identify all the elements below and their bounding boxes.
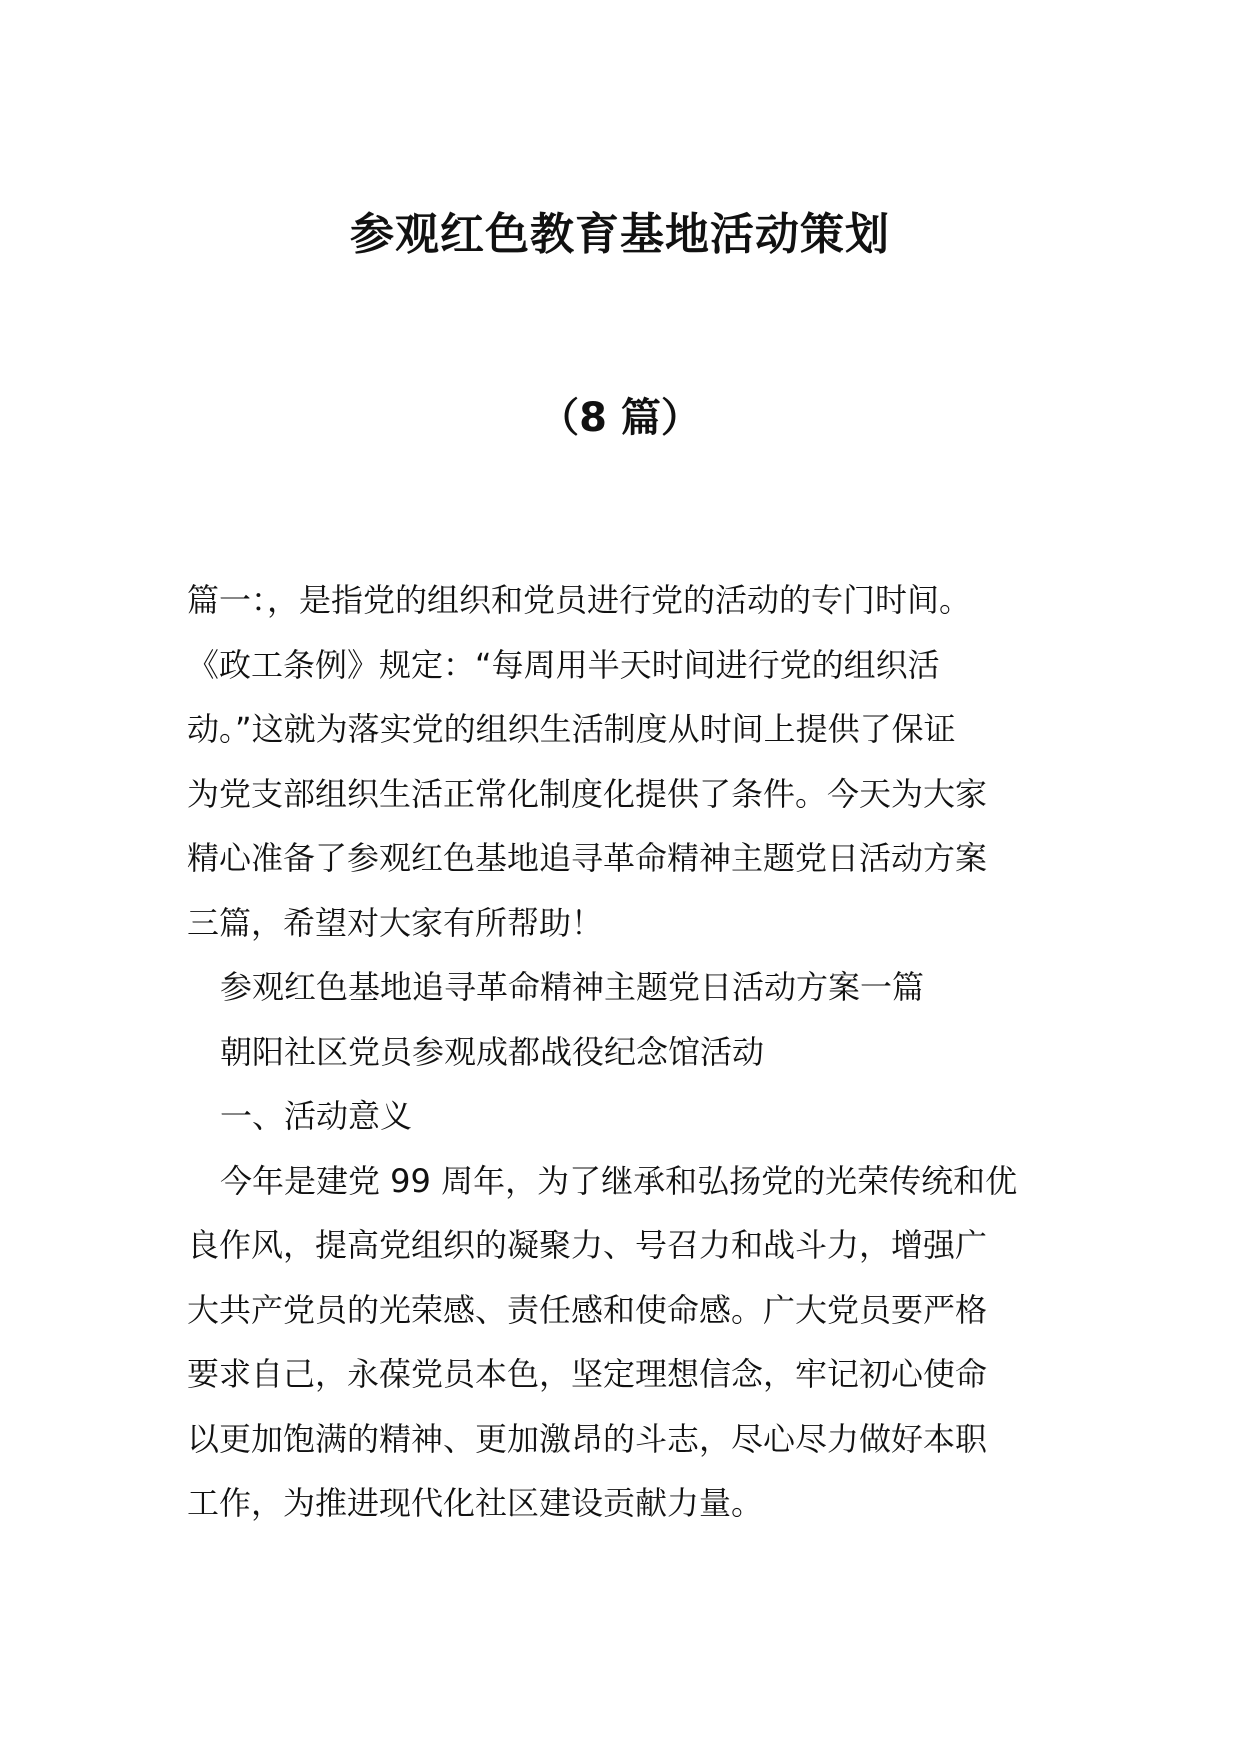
body-line: 动。”这就为落实党的组织生活制度从时间上提供了保证 xyxy=(187,710,956,748)
document-body xyxy=(187,568,1057,1536)
body-line: 工作，为推进现代化社区建设贡献力量。 xyxy=(187,1484,764,1522)
document-title: 参观红色教育基地活动策划 xyxy=(350,209,890,260)
body-line: 《政工条例》规定：“每周用半天时间进行党的组织活 xyxy=(187,645,940,684)
body-line: 篇一：，是指党的组织和党员进行党的活动的专门时间。 xyxy=(187,581,972,619)
document-subtitle: （8 篇） xyxy=(539,395,701,441)
body-line: 要求自己，永葆党员本色，坚定理想信念，牢记初心使命 xyxy=(187,1355,988,1393)
body-line: 大共产党员的光荣感、责任感和使命感。广大党员要严格 xyxy=(187,1290,988,1329)
body-line: 为党支部组织生活正常化制度化提供了条件。今天为大家 xyxy=(187,774,988,813)
body-line: 良作风，提高党组织的凝聚力、号召力和战斗力，增强广 xyxy=(187,1226,988,1264)
body-line: 三篇，希望对大家有所帮助！ xyxy=(187,903,604,942)
body-line: 以更加饱满的精神、更加激昂的斗志，尽心尽力做好本职 xyxy=(187,1419,988,1458)
section-heading-line: 一、活动意义 xyxy=(220,1097,413,1135)
section-heading-line: 朝阳社区党员参观成都战役纪念馆活动 xyxy=(220,1032,765,1071)
body-line: 精心准备了参观红色基地追寻革命精神主题党日活动方案 xyxy=(187,839,988,877)
section-heading-line: 参观红色基地追寻革命精神主题党日活动方案一篇 xyxy=(220,968,925,1006)
paragraph-first-line: 今年是建党 99 周年，为了继承和弘扬党的光荣传统和优 xyxy=(220,1161,1018,1200)
